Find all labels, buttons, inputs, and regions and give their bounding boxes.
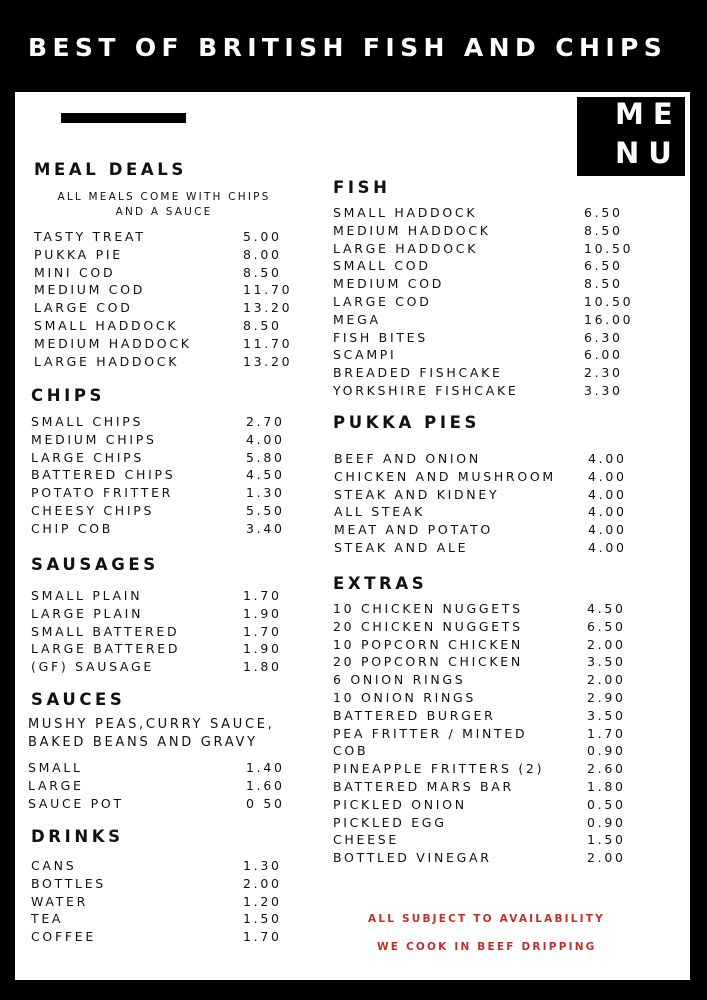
menu-item-price: 4.00 <box>588 486 627 502</box>
menu-item-name: WATER <box>31 893 88 909</box>
menu-item-row <box>333 672 647 690</box>
menu-item-row <box>31 858 303 876</box>
menu-item-price: 1.70 <box>587 725 626 741</box>
menu-item-name: STEAK AND KIDNEY <box>334 486 500 502</box>
menu-item-name: FISH BITES <box>333 329 428 345</box>
menu-item-row <box>333 205 644 223</box>
menu-item-row <box>31 450 306 468</box>
menu-item-price: 1.80 <box>587 779 626 794</box>
menu-item-name: TEA <box>31 911 64 927</box>
menu-item-row <box>34 318 303 336</box>
menu-item-name: 10 CHICKEN NUGGETS <box>333 601 523 616</box>
menu-item-row <box>34 229 303 247</box>
menu-item-row <box>28 760 306 778</box>
menu-item-row <box>333 850 647 868</box>
menu-item-price: 11.70 <box>243 335 293 351</box>
sauces-description-line: BAKED BEANS AND GRAVY <box>28 735 258 750</box>
menu-item-price: 1.90 <box>243 641 282 657</box>
menu-item-price: 5.80 <box>246 449 285 465</box>
menu-item-row <box>31 467 306 485</box>
menu-item-row <box>34 354 303 372</box>
menu-item-row <box>333 258 644 276</box>
menu-item-price: 1.70 <box>243 588 282 603</box>
menu-item-name: POTATO FRITTER <box>31 485 174 501</box>
sauces-heading: SAUCES <box>31 690 126 709</box>
menu-item-price: 2.60 <box>587 761 626 777</box>
menu-item-row <box>334 469 648 487</box>
menu-item-price: 4.00 <box>588 504 627 520</box>
menu-item-name: COB <box>333 743 369 759</box>
menu-item-price: 1.80 <box>243 659 282 675</box>
menu-item-row <box>333 312 644 330</box>
menu-item-row <box>333 330 644 348</box>
menu-item-price: 1.50 <box>587 832 626 848</box>
menu-item-name: BATTERED BURGER <box>333 707 496 723</box>
menu-item-name: 6 ONION RINGS <box>333 672 466 688</box>
menu-item-name: LARGE COD <box>333 294 432 309</box>
menu-item-price: 6.30 <box>584 329 623 345</box>
menu-item-name: ALL STEAK <box>334 504 425 520</box>
menu-item-row <box>31 432 306 450</box>
menu-item-price: 2.00 <box>587 636 626 652</box>
menu-item-name: BOTTLED VINEGAR <box>333 850 492 866</box>
menu-item-price: 4.00 <box>588 522 627 538</box>
menu-item-name: MEDIUM COD <box>34 282 146 298</box>
menu-item-name: LARGE HADDOCK <box>333 240 479 256</box>
menu-item-name: SMALL HADDOCK <box>333 205 478 220</box>
menu-item-name: (GF) SAUSAGE <box>31 659 154 675</box>
pukka-pies-heading: PUKKA PIES <box>333 413 480 432</box>
menu-item-price: 0.90 <box>587 743 626 759</box>
menu-item-name: MEGA <box>333 311 381 327</box>
menu-item-price: 8.50 <box>243 318 282 333</box>
menu-item-name: LARGE BATTERED <box>31 641 181 657</box>
menu-item-price: 3.30 <box>584 383 623 398</box>
menu-item-row <box>334 487 648 505</box>
menu-item-name: PINEAPPLE FRITTERS (2) <box>333 761 545 777</box>
menu-item-name: PEA FRITTER / MINTED <box>333 725 528 741</box>
menu-item-price: 6.50 <box>584 205 623 220</box>
menu-item-row <box>34 336 303 354</box>
sausages-heading: SAUSAGES <box>31 555 159 574</box>
menu-item-name: 20 CHICKEN NUGGETS <box>333 618 523 634</box>
menu-item-price: 13.20 <box>243 300 293 316</box>
menu-item-price: 1.70 <box>243 623 282 639</box>
menu-item-row <box>333 690 647 708</box>
menu-item-price: 4.00 <box>246 431 285 447</box>
menu-item-row <box>34 300 303 318</box>
availability-note: ALL SUBJECT TO AVAILABILITY <box>368 913 605 925</box>
menu-item-price: 3.50 <box>587 707 626 723</box>
menu-item-row <box>333 815 647 833</box>
menu-item-name: 10 ONION RINGS <box>333 690 477 705</box>
menu-item-row <box>333 619 647 637</box>
menu-item-price: 2.00 <box>243 875 282 891</box>
menu-item-name: SCAMPI <box>333 347 397 363</box>
menu-item-price: 4.00 <box>588 468 627 484</box>
menu-item-row <box>31 894 303 912</box>
menu-item-name: TASTY TREAT <box>34 229 146 244</box>
menu-item-price: 5.00 <box>243 229 282 244</box>
menu-item-price: 1.90 <box>243 605 282 621</box>
meal-deals-note <box>34 190 294 220</box>
menu-item-name: SAUCE POT <box>28 795 124 811</box>
menu-item-name: CANS <box>31 858 77 873</box>
menu-item-price: 16.00 <box>584 311 634 327</box>
menu-item-row <box>333 779 647 797</box>
menu-item-price: 1.30 <box>243 858 282 873</box>
menu-item-price: 1.30 <box>246 485 285 501</box>
menu-item-row <box>28 796 306 814</box>
menu-item-price: 8.50 <box>584 276 623 292</box>
menu-item-name: CHIP COB <box>31 520 114 536</box>
menu-item-row <box>333 743 647 761</box>
extras-heading: EXTRAS <box>333 574 428 593</box>
menu-box-line-2: NU <box>615 136 681 170</box>
menu-item-price: 11.70 <box>243 282 293 298</box>
sauces-description <box>28 716 275 752</box>
menu-item-row <box>34 247 303 265</box>
menu-box-line-1: ME <box>615 97 682 131</box>
menu-item-row <box>333 365 644 383</box>
menu-item-price: 0.50 <box>587 796 626 812</box>
drinks-heading: DRINKS <box>31 827 124 846</box>
menu-item-price: 10.50 <box>584 294 634 309</box>
menu-item-price: 0.90 <box>587 814 626 830</box>
menu-item-price: 5.50 <box>246 503 285 518</box>
decorative-bar <box>61 113 186 123</box>
menu-item-price: 4.00 <box>588 451 627 466</box>
menu-item-row <box>31 503 306 521</box>
menu-item-price: 6.00 <box>584 347 623 363</box>
menu-item-price: 2.00 <box>587 850 626 866</box>
menu-item-name: SMALL CHIPS <box>31 414 144 429</box>
menu-item-name: LARGE CHIPS <box>31 449 145 465</box>
menu-item-row <box>28 778 306 796</box>
menu-item-price: 8.50 <box>584 222 623 238</box>
menu-item-name: BEEF AND ONION <box>334 451 481 466</box>
menu-item-price: 2.30 <box>584 365 623 381</box>
menu-item-row <box>334 522 648 540</box>
fish-heading: FISH <box>333 178 391 197</box>
menu-item-name: MEDIUM CHIPS <box>31 431 157 447</box>
sauces-description-line: MUSHY PEAS,CURRY SAUCE, <box>28 717 275 732</box>
menu-item-price: 4.00 <box>588 540 627 555</box>
menu-item-price: 1.50 <box>243 911 282 927</box>
menu-item-row <box>333 601 647 619</box>
menu-item-name: MEDIUM HADDOCK <box>34 335 192 351</box>
menu-item-row <box>333 347 644 365</box>
menu-item-name: SMALL <box>28 760 83 775</box>
menu-item-price: 8.00 <box>243 246 282 262</box>
menu-item-name: BATTERED CHIPS <box>31 467 176 483</box>
menu-item-row <box>333 241 644 259</box>
menu-item-price: 1.60 <box>246 777 285 793</box>
menu-item-row <box>31 521 306 539</box>
menu-item-name: BATTERED MARS BAR <box>333 779 514 794</box>
menu-item-row <box>334 540 648 558</box>
menu-item-name: SMALL BATTERED <box>31 623 180 639</box>
menu-item-row <box>333 276 644 294</box>
chips-heading: CHIPS <box>31 386 106 405</box>
menu-item-price: 0 50 <box>246 795 285 811</box>
menu-item-row <box>333 223 644 241</box>
menu-item-price: 8.50 <box>243 264 282 280</box>
menu-item-row <box>333 383 644 401</box>
menu-item-price: 10.50 <box>584 240 634 256</box>
menu-item-name: SMALL HADDOCK <box>34 318 179 333</box>
menu-item-row <box>34 265 303 283</box>
menu-item-row <box>31 659 303 677</box>
menu-item-row <box>333 708 647 726</box>
menu-item-row <box>333 637 647 655</box>
menu-item-row <box>333 832 647 850</box>
menu-item-name: 20 POPCORN CHICKEN <box>333 654 523 670</box>
menu-item-row <box>31 624 303 642</box>
menu-item-name: CHICKEN AND MUSHROOM <box>334 468 556 484</box>
menu-item-name: COFFEE <box>31 929 96 945</box>
menu-item-price: 2.00 <box>587 672 626 688</box>
menu-item-name: LARGE <box>28 777 84 793</box>
menu-item-name: LARGE HADDOCK <box>34 353 180 369</box>
menu-item-price: 4.50 <box>246 467 285 483</box>
menu-item-price: 6.50 <box>587 618 626 634</box>
beef-dripping-note: WE COOK IN BEEF DRIPPING <box>377 941 597 953</box>
meal-deals-note-line: AND A SAUCE <box>115 206 213 218</box>
menu-item-name: PICKLED EGG <box>333 814 447 830</box>
menu-item-name: BOTTLES <box>31 875 106 891</box>
menu-item-name: STEAK AND ALE <box>334 540 469 555</box>
menu-item-row <box>334 451 648 469</box>
menu-item-price: 2.90 <box>587 690 626 705</box>
menu-item-name: CHEESE <box>333 832 399 848</box>
menu-item-row <box>31 641 303 659</box>
menu-item-row <box>31 606 303 624</box>
menu-item-name: LARGE COD <box>34 300 133 316</box>
menu-item-price: 4.50 <box>587 601 626 616</box>
menu-item-price: 6.50 <box>584 258 623 274</box>
menu-item-name: CHEESY CHIPS <box>31 503 155 518</box>
menu-item-row <box>34 282 303 300</box>
menu-item-row <box>31 929 303 947</box>
menu-item-name: BREADED FISHCAKE <box>333 365 503 381</box>
menu-item-name: 10 POPCORN CHICKEN <box>333 636 523 652</box>
menu-item-price: 3.40 <box>246 520 285 536</box>
menu-item-name: YORKSHIRE FISHCAKE <box>333 383 519 398</box>
menu-item-row <box>31 414 306 432</box>
menu-item-price: 13.20 <box>243 353 293 369</box>
menu-item-row <box>31 588 303 606</box>
menu-title: BEST OF BRITISH FISH AND CHIPS <box>28 33 668 62</box>
menu-item-name: SMALL PLAIN <box>31 588 143 603</box>
meal-deals-heading: MEAL DEALS <box>34 160 187 179</box>
menu-item-price: 2.70 <box>246 414 285 429</box>
menu-item-row <box>333 294 644 312</box>
menu-item-row <box>333 726 647 744</box>
menu-item-name: MEAT AND POTATO <box>334 522 493 538</box>
menu-item-row <box>334 504 648 522</box>
menu-item-name: MEDIUM COD <box>333 276 445 292</box>
menu-item-row <box>333 761 647 779</box>
menu-item-price: 1.70 <box>243 929 282 945</box>
menu-item-name: LARGE PLAIN <box>31 605 144 621</box>
menu-item-row <box>333 654 647 672</box>
meal-deals-note-line: ALL MEALS COME WITH CHIPS <box>57 191 271 203</box>
menu-item-name: SMALL COD <box>333 258 431 274</box>
menu-item-price: 3.50 <box>587 654 626 670</box>
menu-item-row <box>31 911 303 929</box>
menu-item-row <box>333 797 647 815</box>
menu-box <box>577 97 685 176</box>
menu-item-price: 1.40 <box>246 760 285 775</box>
menu-item-name: MINI COD <box>34 264 116 280</box>
menu-item-price: 1.20 <box>243 893 282 909</box>
menu-item-name: PUKKA PIE <box>34 246 123 262</box>
menu-item-name: PICKLED ONION <box>333 796 467 812</box>
menu-item-name: MEDIUM HADDOCK <box>333 222 491 238</box>
menu-item-row <box>31 485 306 503</box>
menu-item-row <box>31 876 303 894</box>
